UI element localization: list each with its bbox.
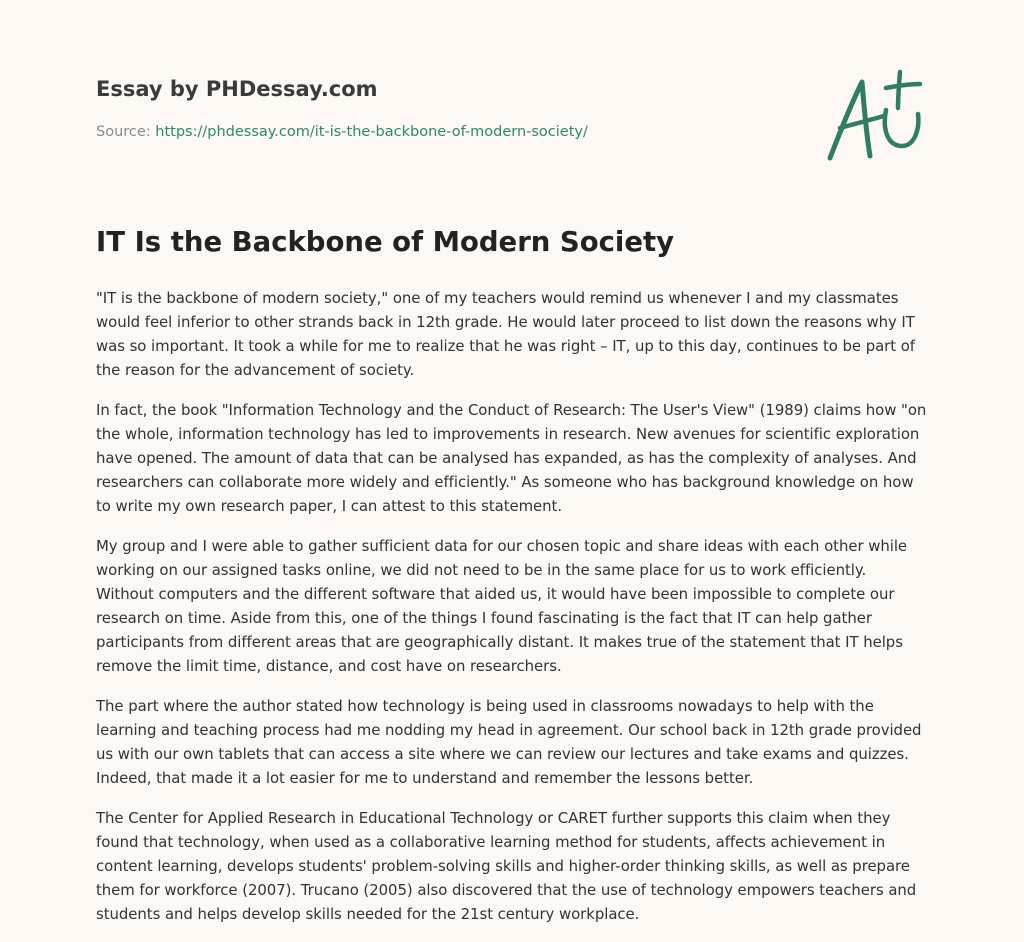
essay-body: [96, 286, 928, 942]
essay-paragraph: In fact, the book "Information Technology and the Conduct of Research: The User's View" (1989) claims how "on the whole, information technology has led to improvements in research. New avenues for scientific exploration have opened. The amount of data that can be analysed has expanded, as has the complexity of analyses. And researchers can collaborate more widely and efficiently." As someone who has background knowledge on how to write my own research paper, I can attest to this statement.: [96, 401, 927, 515]
essay-paragraph: The part where the author stated how technology is being used in classrooms nowadays to help with the learning and teaching process had me nodding my head in agreement. Our school back in 12th grade provided us with our own tablets that can access a site where we can review our lectures and take exams and quizzes. Indeed, that made it a lot easier for me to understand and remember the lessons better.: [96, 697, 922, 787]
site-title: Essay by PHDessay.com: [96, 77, 378, 101]
a-plus-grade-icon: [822, 66, 932, 166]
source-link[interactable]: https://phdessay.com/it-is-the-backbone-of-modern-society/: [155, 124, 588, 140]
essay-paragraph: My group and I were able to gather sufficient data for our chosen topic and share ideas with each other while working on our assigned tasks online, we did not need to be in the same place for us to work efficiently. Without computers and the different software that aided us, it would have been impossible to complete our research on time. Aside from this, one of the things I found fascinating is the fact that IT can help gather participants from different areas that are geographically distant. It makes true of the statement that IT helps remove the limit time, distance, and cost have on researchers.: [96, 537, 908, 675]
essay-paragraph: "IT is the backbone of modern society," one of my teachers would remind us whenever I and my classmates would feel inferior to other strands back in 12th grade. He would later proceed to list down the reasons why IT was so important. It took a while for me to realize that he was right – IT, up to this day, continues to be part of the reason for the advancement of society.: [96, 289, 915, 379]
source-label: Source:: [96, 124, 156, 140]
source-line: [96, 124, 588, 140]
essay-title: IT Is the Backbone of Modern Society: [96, 226, 675, 258]
essay-paragraph: The Center for Applied Research in Educational Technology or CARET further supports this claim when they found that technology, when used as a collaborative learning method for students, affects achievement in content learning, develops students' problem-solving skills and higher-order thinking skills, as well as prepare them for workforce (2007). Trucano (2005) also discovered that the use of technology empowers teachers and students and helps develop skills needed for the 21st century workplace.: [96, 809, 917, 923]
